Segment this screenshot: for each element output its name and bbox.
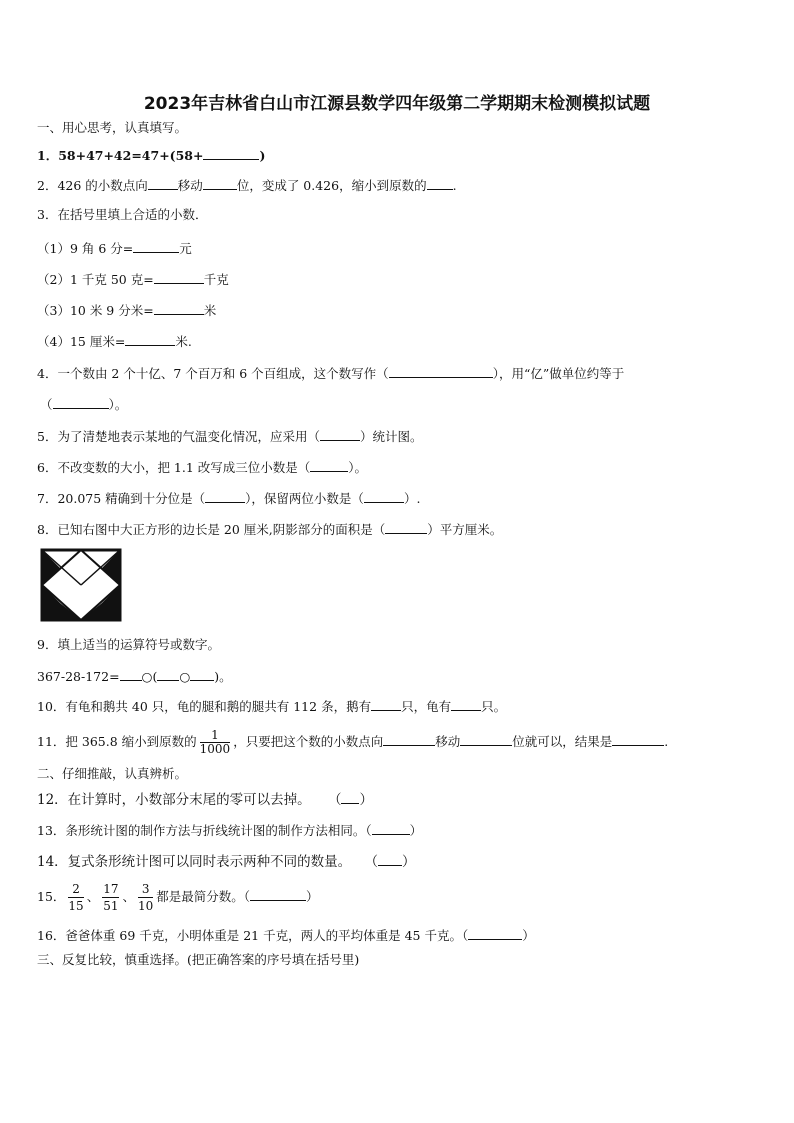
question-7-text-c: ）. [403, 491, 421, 506]
question-15-text-c: ） [306, 889, 319, 904]
question-14-paren-close: ） [401, 854, 416, 870]
question-13-text-b: ） [409, 823, 423, 838]
fraction-3-10 [138, 881, 153, 914]
question-14-paren-open: （ [371, 854, 378, 870]
answer-blank[interactable] [468, 927, 522, 940]
question-9-expression [37, 668, 232, 685]
question-14 [37, 853, 415, 870]
question-3-intro: 3．在括号里填上合适的小数． [37, 207, 208, 222]
answer-blank[interactable] [250, 888, 306, 901]
separator: 、 [122, 889, 135, 904]
question-2-text-d: . [452, 178, 457, 193]
question-4-text-c: （ [40, 397, 53, 412]
fraction-denominator: 51 [103, 899, 119, 913]
question-12-paren-open: （ [334, 792, 342, 808]
fraction-denominator: 1000 [199, 742, 231, 756]
item-1-unit: 元 [179, 241, 192, 256]
answer-blank[interactable] [157, 668, 179, 681]
question-1 [37, 147, 265, 164]
question-12-paren-close: ） [359, 792, 373, 808]
question-6-text-b: ）。 [348, 460, 368, 475]
question-7-text-b: ），保留两位小数是（ [245, 491, 364, 506]
question-1-text: 1．58+47+42=47+(58+ [37, 148, 204, 163]
answer-blank[interactable] [133, 240, 179, 253]
item-2-text: （2）1 千克 50 克= [37, 272, 154, 287]
question-15-text-b: 都是最简分数。（ [156, 889, 251, 904]
answer-blank[interactable] [389, 365, 493, 378]
question-16-text-b: ） [522, 928, 535, 943]
fraction-2-15 [68, 881, 83, 914]
answer-blank[interactable] [372, 822, 410, 835]
question-11-text-b: ，只要把这个数的小数点向 [233, 734, 384, 749]
question-10-text-b: 只，龟有 [401, 699, 452, 714]
section-2-heading: 二、仔细推敲，认真辨析。 [37, 766, 188, 781]
answer-blank[interactable] [383, 733, 435, 746]
answer-blank[interactable] [125, 333, 175, 346]
question-15-text-a: 15． [37, 889, 66, 904]
question-16 [37, 927, 535, 944]
fraction-denominator: 10 [138, 899, 154, 913]
fraction-numerator: 3 [138, 881, 153, 898]
section-1-heading: 一、用心思考，认真填写。 [37, 120, 188, 135]
question-15 [37, 878, 319, 916]
question-1-end: ) [259, 148, 266, 163]
answer-blank[interactable] [203, 177, 237, 190]
question-13 [37, 822, 422, 839]
fraction-denominator: 15 [68, 899, 84, 913]
answer-blank[interactable] [427, 177, 453, 190]
answer-blank[interactable] [154, 302, 204, 315]
answer-blank[interactable] [612, 733, 664, 746]
answer-blank[interactable] [154, 271, 204, 284]
question-9-text-c: ○ [179, 669, 191, 684]
question-4-line-2 [40, 396, 127, 413]
separator: 、 [86, 889, 100, 904]
answer-blank[interactable] [341, 791, 359, 804]
question-12-text-a: 12．在计算时，小数部分末尾的零可以去掉。 [37, 792, 311, 808]
item-2-unit: 千克 [203, 272, 229, 287]
question-9-text-a: 367-28-172= [37, 669, 120, 684]
answer-blank[interactable] [451, 698, 481, 711]
question-2 [37, 177, 457, 194]
answer-blank[interactable] [320, 428, 360, 441]
question-8-text-b: ）平方厘米。 [427, 522, 503, 537]
item-4-unit: 米. [175, 334, 192, 349]
question-7-text-a: 7．20.075 精确到十分位是（ [37, 491, 206, 506]
question-8-text-a: 8．已知右图中大正方形的边长是 20 厘米,阴影部分的面积是（ [37, 522, 386, 537]
answer-blank[interactable] [378, 853, 402, 866]
question-5 [37, 428, 422, 445]
item-3-text: （3）10 米 9 分米= [37, 303, 154, 318]
answer-blank[interactable] [203, 147, 259, 160]
answer-blank[interactable] [385, 521, 427, 534]
answer-blank[interactable] [460, 733, 512, 746]
question-9-intro: 9．填上适当的运算符号或数字。 [37, 637, 220, 652]
question-2-text-c: 位，变成了 0.426，缩小到原数的 [236, 178, 427, 193]
question-2-text-a: 2．426 的小数点向 [37, 178, 148, 193]
item-3-unit: 米 [203, 303, 217, 318]
answer-blank[interactable] [205, 490, 245, 503]
fraction-17-51 [102, 881, 119, 914]
answer-blank[interactable] [148, 177, 178, 190]
question-11-text-d: 位就可以，结果是 [512, 734, 613, 749]
section-3-heading: 三、反复比较，慎重选择。(把正确答案的序号填在括号里) [37, 952, 360, 967]
question-9-text-b: ○( [141, 669, 158, 684]
question-2-text-b: 移动 [177, 178, 203, 193]
question-13-text-a: 13．条形统计图的制作方法与折线统计图的制作方法相同。（ [37, 823, 372, 838]
item-4-text: （4）15 厘米= [37, 334, 126, 349]
question-6 [37, 459, 367, 476]
question-11 [37, 727, 668, 757]
square-shaded-figure [40, 548, 122, 622]
item-1-text: （1）9 角 6 分= [37, 241, 134, 256]
page-title: 2023年吉林省白山市江源县数学四年级第二学期期末检测模拟试题 [143, 94, 651, 114]
question-10-text-a: 10．有龟和鹅共 40 只，龟的腿和鹅的腿共有 112 条，鹅有 [37, 699, 372, 714]
question-11-text-c: 移动 [435, 734, 461, 749]
question-4-line-1 [37, 365, 624, 382]
question-3-item-2 [37, 271, 229, 288]
question-8 [37, 521, 502, 538]
fraction-numerator: 2 [68, 881, 83, 898]
question-4-text-a: 4．一个数由 2 个十亿、7 个百万和 6 个百组成，这个数写作（ [37, 366, 389, 381]
answer-blank[interactable] [53, 396, 109, 409]
question-11-text-e: . [664, 734, 669, 749]
answer-blank[interactable] [120, 668, 142, 681]
question-4-text-d: ）。 [108, 397, 128, 412]
question-7 [37, 490, 420, 507]
question-11-text-a: 11．把 365.8 缩小到原数的 [37, 734, 197, 749]
question-3-item-4 [37, 333, 192, 350]
answer-blank[interactable] [190, 668, 214, 681]
question-10-text-c: 只。 [481, 699, 507, 714]
question-10 [37, 698, 506, 715]
question-16-text-a: 16．爸爸体重 69 千克，小明体重是 21 千克，两人的平均体重是 45 千克。（ [37, 928, 469, 943]
fraction-numerator: 1 [200, 729, 231, 743]
question-5-text-b: ）统计图。 [359, 429, 423, 444]
answer-blank[interactable] [371, 698, 401, 711]
question-4-text-b: ），用“亿”做单位约等于 [492, 366, 625, 381]
question-9-text-d: )。 [214, 669, 232, 684]
question-14-text-a: 14．复式条形统计图可以同时表示两种不同的数量。 [37, 854, 352, 870]
question-12 [37, 791, 373, 808]
fraction-one-thousandth [200, 729, 231, 756]
answer-blank[interactable] [364, 490, 404, 503]
question-3-item-1 [37, 240, 192, 257]
answer-blank[interactable] [310, 459, 348, 472]
fraction-numerator: 17 [103, 882, 119, 896]
question-3-item-3 [37, 302, 216, 319]
question-5-text-a: 5．为了清楚地表示某地的气温变化情况，应采用（ [37, 429, 320, 444]
question-6-text-a: 6．不改变数的大小，把 1.1 改写成三位小数是（ [37, 460, 311, 475]
